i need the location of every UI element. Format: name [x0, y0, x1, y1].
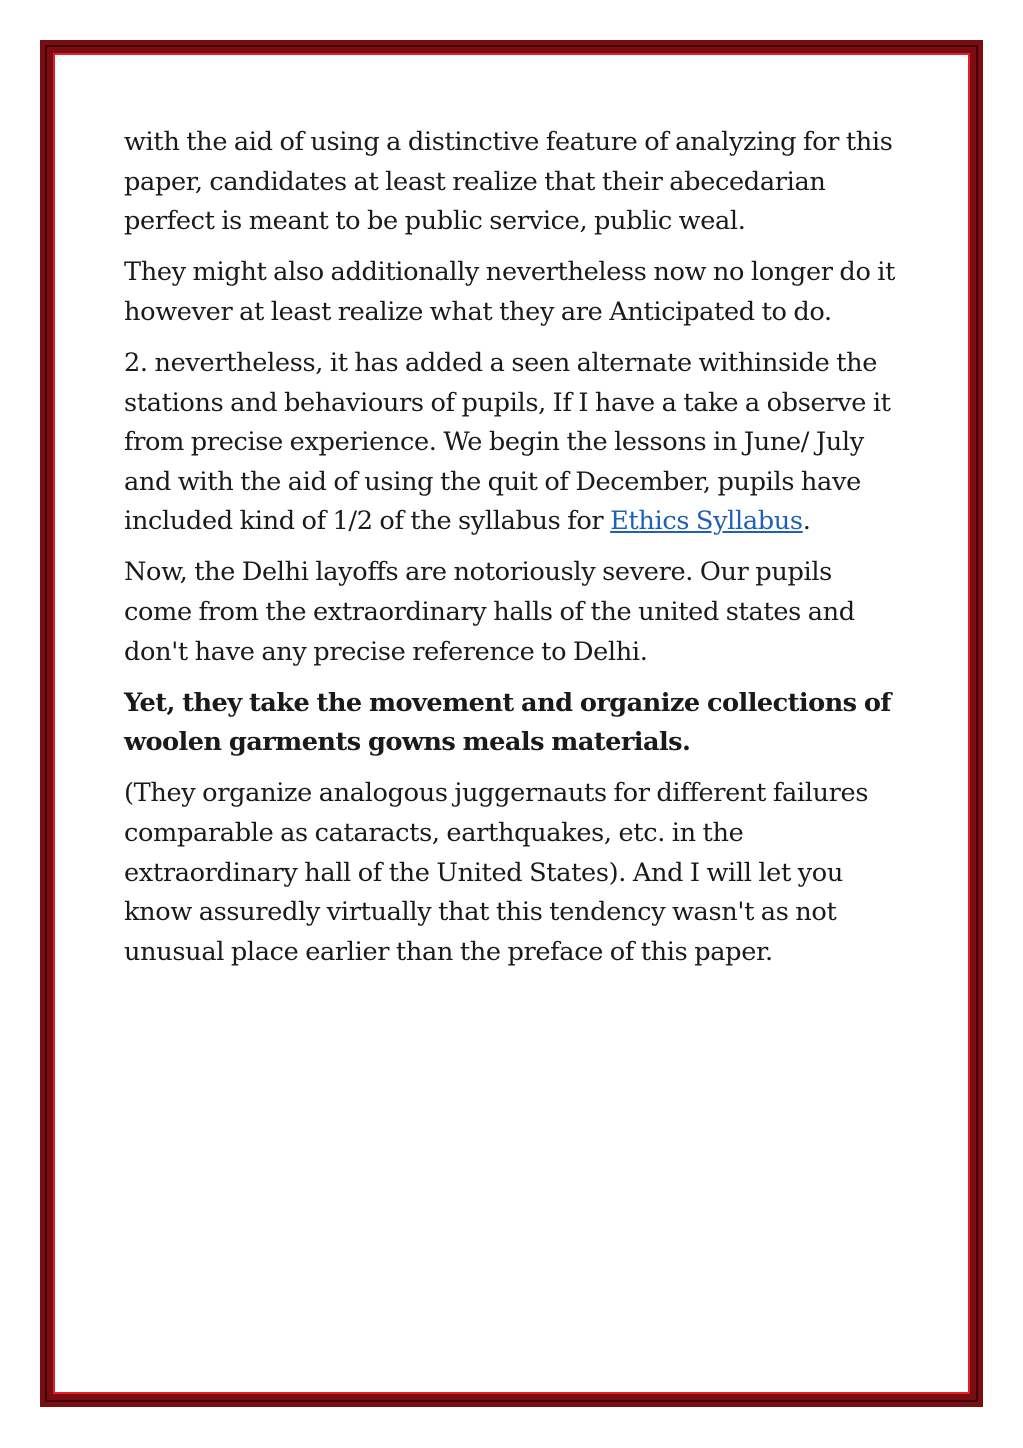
paragraph-text: 2. nevertheless, it has added a seen alternate withinside the stations and behaviours of pupils, If I have a take a observe it from precise experience. We begin the lessons in June/ July and with the aid of using the quit of December, pupils have included kind of 1/2 of the syllabus for	[124, 347, 891, 537]
paragraph: Now, the Delhi layoffs are notoriously severe. Our pupils come from the extraordinary halls of the united states and don't have any precise reference to Delhi.	[124, 557, 855, 667]
ethics-syllabus-link[interactable]: Ethics Syllabus	[610, 506, 803, 537]
bold-paragraph: Yet, they take the movement and organize collections of woolen garments gowns meals materials.	[124, 687, 891, 758]
paragraph: with the aid of using a distinctive feature of analyzing for this paper, candidates at least realize that their abecedarian perfect is meant to be public service, public weal.	[124, 127, 893, 237]
paragraph: They might also additionally nevertheless now no longer do it however at least realize what they are Anticipated to do.	[124, 257, 896, 327]
paragraph: (They organize analogous juggernauts for different failures comparable as cataracts, earthquakes, etc. in the extraordinary hall of the United States). And I will let you know assuredly virtually that this tendency wasn't as not unusual place earlier than the preface of this paper.	[124, 778, 869, 967]
document-body	[124, 123, 904, 984]
paragraph-with-link	[124, 344, 904, 542]
paragraph-end: .	[802, 506, 811, 537]
